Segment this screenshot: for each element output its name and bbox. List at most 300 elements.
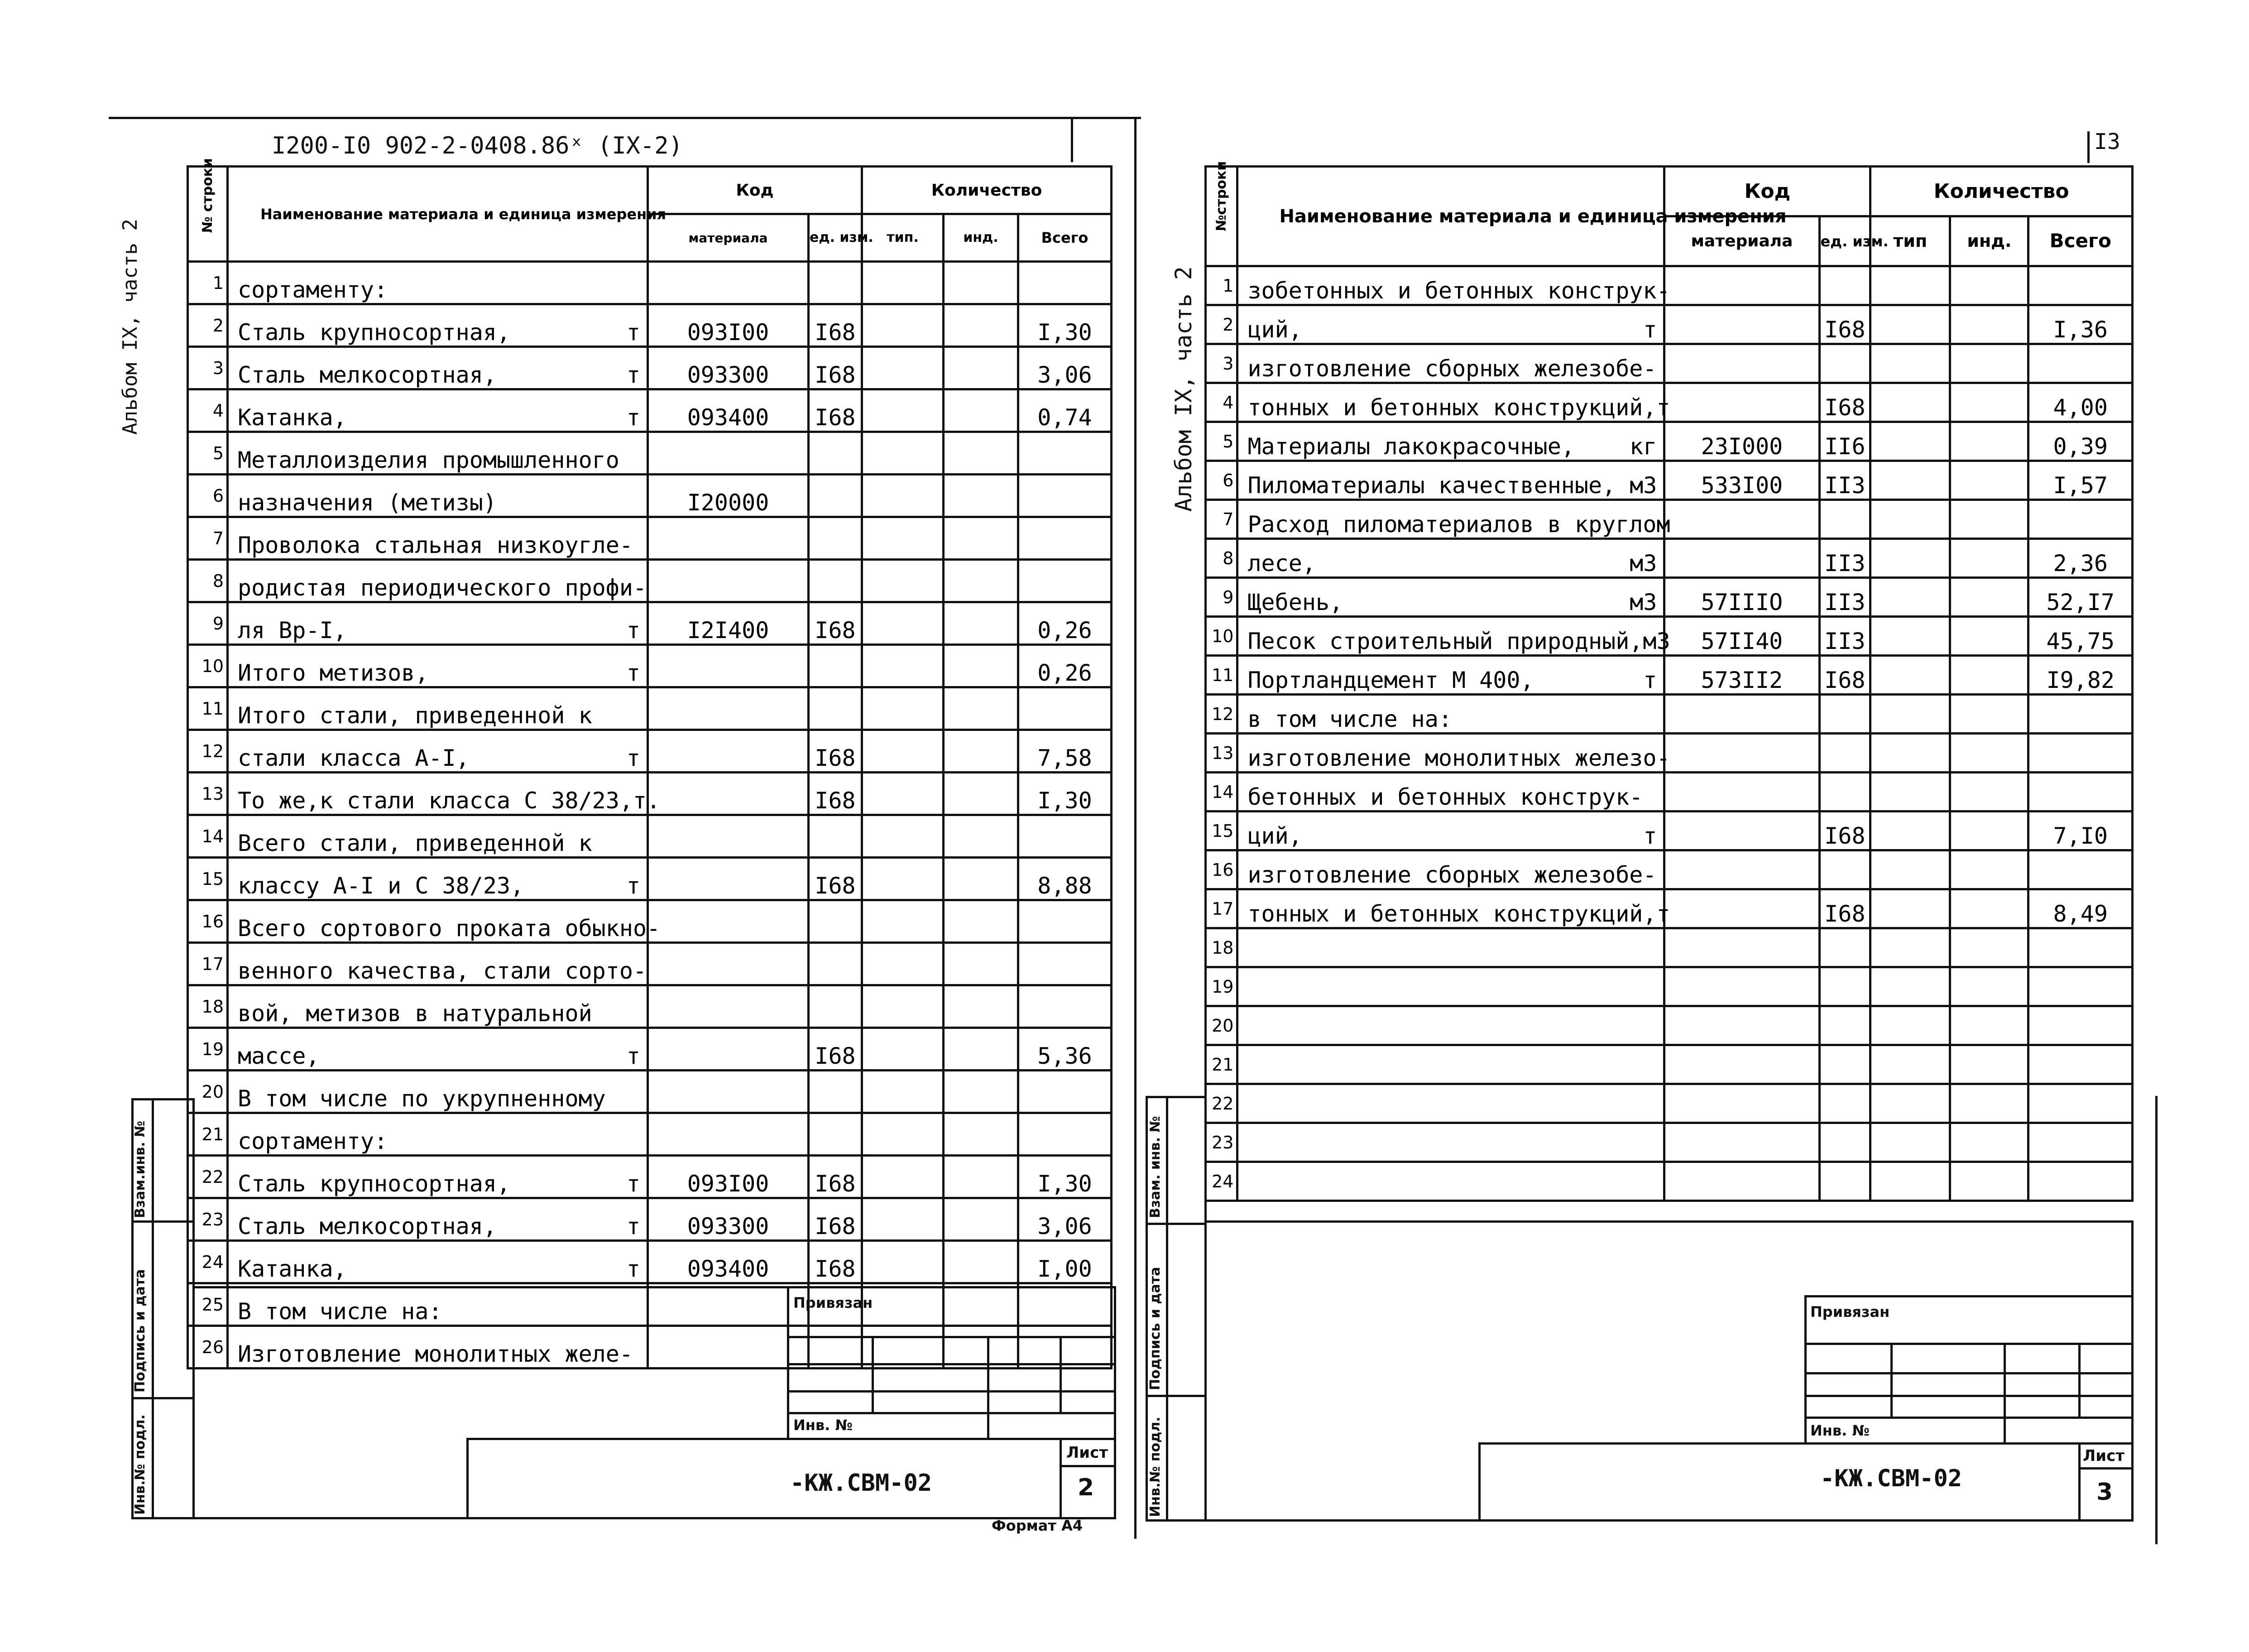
table-row [188,304,1112,347]
qty-ind [1950,967,2028,1006]
qty-total [1018,985,1112,1028]
row-number: 16 [188,900,228,943]
qty-typ [862,560,944,602]
row-number: 2 [188,304,228,347]
doc-code: -КЖ.СВМ-02 [790,1470,932,1497]
material-name [1237,422,1664,461]
qty-typ [1870,383,1950,422]
qty-typ [1870,578,1950,617]
unit-code: I68 [809,602,862,645]
unit-symbol: м3 [1630,589,1657,615]
stamp-col [872,1336,874,1412]
unit-code [1819,500,1870,539]
material-name [228,432,648,475]
qty-typ [862,687,944,730]
table-row [1206,889,2133,928]
unit-symbol: м3 [1630,472,1657,499]
qty-total: I,30 [1018,773,1112,815]
material-name-text: стали класса А-I, [238,745,470,771]
material-name [228,1071,648,1113]
qty-total [1018,1113,1112,1156]
table-row [188,1241,1112,1283]
unit-code: I68 [1819,812,1870,850]
qty-typ [862,985,944,1028]
qty-ind [1950,850,2028,889]
material-code [1664,967,1819,1006]
material-code [1664,383,1819,422]
material-name [228,262,648,304]
unit-code [1819,850,1870,889]
qty-typ [1870,1084,1950,1123]
unit-code [1819,695,1870,734]
stamp-line [787,1336,1116,1338]
material-code [1664,305,1819,344]
qty-ind [1950,773,2028,812]
qty-ind [1950,305,2028,344]
qty-total [1018,475,1112,517]
row-number: 21 [1206,1045,1237,1084]
table-row [1206,461,2133,500]
table-row [1206,812,2133,850]
material-name [228,773,661,815]
row-number: 13 [188,773,228,815]
qty-ind [944,602,1018,645]
material-name [228,1198,648,1241]
material-name-text: классу А-I и С 38/23, [238,873,524,899]
material-name-text: ций, [1247,823,1302,849]
top-border-line [109,117,1141,119]
qty-total: 7,58 [1018,730,1112,773]
material-code [648,900,809,943]
material-code [648,687,809,730]
material-name-text: вой, метизов в натуральной [238,1000,592,1027]
unit-code: I68 [809,773,862,815]
table-row [188,645,1112,687]
qty-typ [862,858,944,900]
qty-total [2028,344,2133,383]
material-name [1237,344,1664,383]
qty-ind [944,432,1018,475]
table-row [188,1028,1112,1071]
qty-total [2028,266,2133,305]
table-row [1206,383,2133,422]
qty-ind [1950,266,2028,305]
material-name-text: Проволока стальная низкоугле- [238,532,633,558]
row-number: 12 [188,730,228,773]
unit-code [809,815,862,858]
material-code [1664,266,1819,305]
qty-typ [862,645,944,687]
row-number: 14 [1206,773,1237,812]
material-code [648,1071,809,1113]
unit-code [809,687,862,730]
qty-typ [1870,928,1950,967]
qty-ind [944,389,1018,432]
qty-typ [862,773,944,815]
table-row [1206,773,2133,812]
material-name-text: Всего сортового проката обыкно- [238,915,661,941]
unit-code [1819,734,1870,773]
qty-typ [862,1156,944,1198]
unit-code [1819,1006,1870,1045]
qty-total: 8,88 [1018,858,1112,900]
qty-total [1018,1071,1112,1113]
material-name-text: Сталь мелкосортная, [238,362,497,388]
row-number: 11 [188,687,228,730]
header-total: Всего [1018,214,1112,262]
qty-total [1018,560,1112,602]
material-name [228,602,648,645]
material-name [228,560,648,602]
material-name [228,900,661,943]
stamp-col [1060,1336,1062,1412]
page-mark-tick [2087,131,2090,163]
material-name [228,517,648,560]
header-row-no: №строки [1206,167,1237,266]
material-name-text: Расход пиломатериалов в круглом [1247,511,1670,538]
inv-no-label: Инв. № [793,1417,853,1434]
material-code [648,730,809,773]
material-name-text: Песок строительный природный,м3 [1247,628,1670,654]
unit-code [1819,1084,1870,1123]
unit-code: I68 [809,304,862,347]
qty-ind [1950,539,2028,578]
table-row [1206,539,2133,578]
sheet-divider [2078,1467,2134,1470]
material-code [648,985,809,1028]
qty-typ [862,943,944,985]
material-name [1237,656,1664,695]
qty-ind [944,1241,1018,1283]
qty-ind [944,773,1018,815]
table-row [1206,1045,2133,1084]
doc-code-box-right [1478,1442,2134,1522]
qty-ind [1950,812,2028,850]
page-fold-line [1134,117,1136,1539]
unit-symbol: т [626,319,640,346]
material-name-text: Сталь крупносортная, [238,319,511,346]
qty-total [1018,943,1112,985]
unit-symbol: т [1643,317,1657,343]
header-unit: ед. изм. [1819,216,1870,266]
qty-typ [1870,1162,1950,1201]
row-number: 7 [188,517,228,560]
material-name-text: Катанка, [238,404,347,431]
qty-total: 2,36 [2028,539,2133,578]
material-code: 57II40 [1664,617,1819,656]
material-name-text: Сталь мелкосортная, [238,1213,497,1239]
qty-ind [1950,1006,2028,1045]
material-name [1237,578,1664,617]
row-number: 11 [1206,656,1237,695]
unit-symbol: т [626,745,640,771]
qty-total: 4,00 [2028,383,2133,422]
unit-code: I68 [809,1028,862,1071]
qty-total: 52,I7 [2028,578,2133,617]
qty-ind [1950,656,2028,695]
row-number: 23 [1206,1123,1237,1162]
qty-ind [944,730,1018,773]
stamp-label-vzam: Взам.инв. № [132,1120,148,1218]
row-number: 10 [188,645,228,687]
qty-total: 0,39 [2028,422,2133,461]
qty-ind [1950,617,2028,656]
material-code [1664,1006,1819,1045]
row-number: 22 [188,1156,228,1198]
material-code: 093300 [648,347,809,389]
material-code [648,943,809,985]
row-number: 19 [1206,967,1237,1006]
header-material: материала [648,214,809,262]
qty-typ [1870,344,1950,383]
material-name-text: Материалы лакокрасочные, [1247,433,1575,460]
unit-code: I68 [1819,656,1870,695]
album-side-label: Альбом IX, часть 2 [119,219,142,435]
header-code: Код [648,167,862,214]
qty-typ [1870,850,1950,889]
row-number: 5 [1206,422,1237,461]
row-number: 14 [188,815,228,858]
header-code: Код [1664,167,1870,216]
unit-code: II6 [1819,422,1870,461]
qty-total [2028,500,2133,539]
qty-ind [944,815,1018,858]
table-row [188,560,1112,602]
qty-ind [944,1198,1018,1241]
qty-typ [1870,266,1950,305]
unit-code [1819,344,1870,383]
row-number: 13 [1206,734,1237,773]
qty-ind [944,858,1018,900]
unit-code: I68 [809,1241,862,1283]
unit-code [809,517,862,560]
material-name-text: ций, [1247,317,1302,343]
row-number: 7 [1206,500,1237,539]
material-name [1237,1084,1664,1123]
material-name-text: родистая периодического профи- [238,575,647,601]
row-number: 15 [188,858,228,900]
material-name-text: тонных и бетонных конструкций,т [1247,394,1670,421]
qty-total [2028,1123,2133,1162]
table-row [1206,500,2133,539]
sheet-label: Лист [1066,1444,1108,1462]
material-name-text: В том числе на: [238,1298,442,1325]
qty-total: 3,06 [1018,347,1112,389]
table-row [188,687,1112,730]
qty-ind [944,1071,1018,1113]
table-row [1206,578,2133,617]
material-name [1237,928,1664,967]
material-name [1237,889,1670,928]
qty-total: I9,82 [2028,656,2133,695]
table-row [1206,850,2133,889]
material-name-text: Портландцемент М 400, [1247,667,1534,693]
material-code: 573II2 [1664,656,1819,695]
unit-code [809,943,862,985]
table-row [188,900,1112,943]
table-row [1206,1123,2133,1162]
material-name-text: Пиломатериалы качественные, [1247,472,1616,499]
material-name [1237,812,1664,850]
material-name-text: Сталь крупносортная, [238,1171,511,1197]
qty-total: 3,06 [1018,1198,1112,1241]
qty-total [2028,1162,2133,1201]
qty-total [2028,967,2133,1006]
qty-ind [1950,383,2028,422]
unit-code [809,475,862,517]
qty-total [1018,262,1112,304]
stamp-strip-sep [131,1397,195,1399]
row-number: 5 [188,432,228,475]
material-code [648,560,809,602]
material-name [1237,850,1664,889]
qty-ind [944,900,1018,943]
material-code: 57IIIO [1664,578,1819,617]
qty-ind [1950,461,2028,500]
material-name [1237,500,1670,539]
sheet-divider [2078,1442,2081,1522]
stamp-strip-sep [1146,1223,1207,1225]
unit-symbol: т [626,660,640,686]
material-name [1237,734,1670,773]
unit-code [1819,967,1870,1006]
qty-ind [1950,578,2028,617]
material-name-text: сортаменту: [238,277,388,303]
document-header: I200-I0 902-2-0408.86ˣ (IX-2) [272,132,683,159]
table-row [188,389,1112,432]
table-row [188,773,1112,815]
material-name [228,389,648,432]
header-name: Наименование материала и единица измерения [1237,167,1664,266]
material-name [1237,383,1670,422]
table-row [1206,422,2133,461]
qty-typ [862,517,944,560]
qty-total: I,30 [1018,1156,1112,1198]
qty-total [1018,517,1112,560]
table-row [188,517,1112,560]
material-code [648,815,809,858]
qty-ind [944,262,1018,304]
stamp-col [2004,1343,2006,1445]
stamp-col [2078,1343,2081,1417]
material-code [648,262,809,304]
stamp-label-podpis: Подпись и дата [132,1269,148,1393]
material-name-text: бетонных и бетонных конструк- [1247,784,1643,810]
qty-typ [862,1198,944,1241]
material-name-text: массе, [238,1043,320,1069]
material-code [648,1113,809,1156]
material-name-text: лесе, [1247,550,1316,576]
qty-total [2028,773,2133,812]
material-code [648,773,809,815]
qty-typ [862,900,944,943]
table-row [188,815,1112,858]
qty-ind [1950,734,2028,773]
row-number: 24 [188,1241,228,1283]
qty-total: 0,26 [1018,645,1112,687]
material-code: I20000 [648,475,809,517]
qty-total [1018,687,1112,730]
material-name [228,858,648,900]
row-number: 16 [1206,850,1237,889]
material-name [1237,1162,1664,1201]
qty-total: I,00 [1018,1241,1112,1283]
material-name [228,687,648,730]
sheet-divider [1060,1465,1116,1467]
qty-total [2028,1006,2133,1045]
unit-code [809,1071,862,1113]
qty-typ [1870,773,1950,812]
table-row [188,432,1112,475]
page-mark: I3 [2094,129,2120,154]
unit-code [809,1113,862,1156]
qty-ind [1950,1123,2028,1162]
row-number: 9 [188,602,228,645]
header-divider [1071,117,1073,162]
material-code [1664,1162,1819,1201]
qty-total [2028,928,2133,967]
material-code: 093300 [648,1198,809,1241]
stamp-col [1890,1343,1893,1417]
qty-total: I,30 [1018,304,1112,347]
row-number: 23 [188,1198,228,1241]
qty-ind [1950,500,2028,539]
material-name [228,347,648,389]
right-edge-line [2155,1096,2158,1544]
row-number: 22 [1206,1084,1237,1123]
material-code [648,432,809,475]
qty-total [2028,1045,2133,1084]
material-name [1237,1006,1664,1045]
unit-code [809,262,862,304]
table-row [1206,266,2133,305]
row-number: 17 [1206,889,1237,928]
unit-symbol: т [626,362,640,388]
row-number: 20 [188,1071,228,1113]
materials-table-right [1204,161,2134,1202]
unit-code [1819,1123,1870,1162]
qty-ind [1950,695,2028,734]
qty-typ [1870,734,1950,773]
qty-ind [944,1156,1018,1198]
unit-symbol: т [626,1171,640,1197]
material-name-text: Катанка, [238,1256,347,1282]
table-row [1206,1006,2133,1045]
format-label: Формат А4 [992,1517,1083,1534]
material-code: 093400 [648,389,809,432]
unit-code: II3 [1819,461,1870,500]
unit-code [809,645,862,687]
row-number: 8 [188,560,228,602]
table-row [1206,734,2133,773]
stamp-strip-divider [1166,1096,1168,1522]
privyazan-label: Привязан [1810,1303,1890,1321]
qty-ind [1950,422,2028,461]
qty-typ [862,304,944,347]
qty-typ [1870,656,1950,695]
table-row [1206,695,2133,734]
material-code: I2I400 [648,602,809,645]
unit-code: II3 [1819,539,1870,578]
material-code [648,1028,809,1071]
qty-total: I,36 [2028,305,2133,344]
qty-typ [862,602,944,645]
stamp-strip-divider [152,1098,154,1519]
stamp-label-podpis: Подпись и дата [1147,1267,1163,1390]
unit-symbol: т [1643,823,1657,849]
stamp-strip-sep [1146,1395,1207,1397]
qty-typ [862,1028,944,1071]
